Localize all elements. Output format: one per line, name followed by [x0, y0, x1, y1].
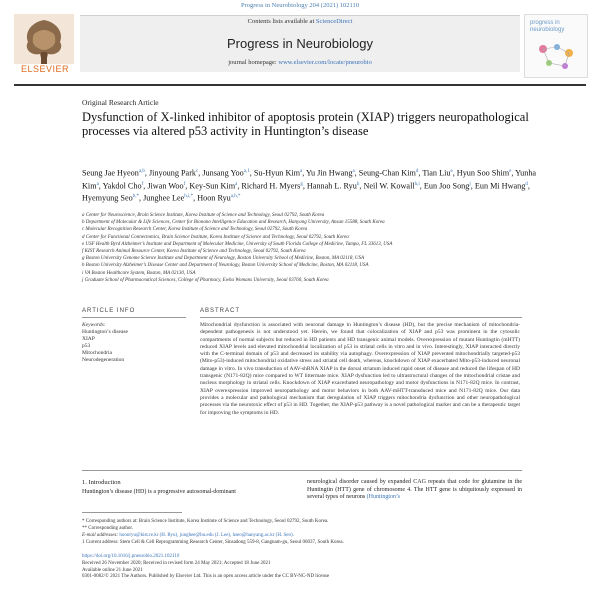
author-affiliation-marker[interactable]: d — [525, 181, 528, 187]
author-affiliation-marker[interactable]: f — [183, 181, 186, 187]
author-affiliation-marker[interactable]: d — [415, 169, 419, 174]
email-label: E-mail addresses: — [82, 533, 119, 538]
homepage-link[interactable]: www.elsevier.com/locate/pneurobio — [278, 59, 372, 66]
author-name: Neil W. Kowall — [363, 181, 415, 191]
email-links[interactable]: hoonryu@kist.re.kr (H. Ryu), junghee@bu.edu (J. Lee), hseo@hanyang.ac.kr (H. Seo). — [119, 533, 294, 538]
author-name: Tian Liu — [422, 168, 451, 178]
affiliation-list — [82, 212, 552, 284]
sciencedirect-link[interactable]: ScienceDirect — [315, 18, 353, 25]
author-name: Junsang Yoo — [202, 168, 244, 178]
author-affiliation-marker[interactable]: a — [96, 181, 99, 187]
publication-info — [82, 554, 522, 581]
journal-reference[interactable]: Progress in Neurobiology 204 (2021) 102110 — [240, 2, 359, 9]
contents-line — [80, 18, 520, 25]
author-name: Seung-Chan Kim — [358, 168, 416, 178]
keywords-label: Keywords: — [82, 322, 106, 328]
introduction-right-text: neurological disorder caused by expanded CAG repeats that code for glutamine in the Huntingtin (HTT) gene of chromosome 4. The HTT gene is ubiquitously expressed in several types of neurons — [307, 479, 522, 500]
author-name: Yu Jin Hwang — [306, 168, 353, 178]
introduction-left-column: Huntington’s disease (HD) is a progressive autosomal-dominant — [82, 489, 236, 495]
author-name: Junghee Lee — [143, 194, 185, 204]
introduction-right-column — [307, 479, 522, 502]
cover-title: progress in neurobiology — [530, 20, 565, 33]
abstract-rule — [200, 317, 522, 318]
introduction-heading: 1. Introduction — [82, 479, 121, 486]
author-name: Key-Sun Kim — [189, 181, 236, 191]
keyword-list — [82, 329, 128, 364]
footnote-current-address: 1 Current address: Stem Cell & Cell Reprogramming Research Center, Sinsadong 559-8, Gangnam-gu, Seoul 06037, South Korea. — [82, 540, 344, 545]
author-affiliation-marker[interactable]: g — [300, 181, 303, 187]
article-type: Original Research Article — [82, 98, 159, 107]
affiliation-item: a Center for Neuroscience, Brain Science Institute, Korea Institute of Science and Technology, Seoul 02792, South Korea — [82, 213, 325, 218]
license-line: 0301-0082/© 2021 The Authors. Published by Elsevier Ltd. This is an open access article under the CC BY-NC-ND license — [82, 574, 330, 580]
author-list: Seung Jae Hyeon$^{a,b}$, Jinyoung Park$^c$, Junsang Yoo$^{a,1}$, Su-Hyun Kim$^a$, Yu Jin Hwang$^a$, Seung-Chan Kim$^d$, Tian Liu$^e$, Hyun Soo Shim$^e$, Yunha Kim$^a$, Yakdol Cho$^f$, Jiwan Woo$^f$, Key-Sun Kim$^a$, Richard H. Myers$^g$, Hannah L. Ryu$^h$, Neil W. Kowall$^{h,i}$, Eun Joo Song$^j$, Eun Mi Hwang$^d$, Hyemyung Seo$^{b,*}$, Junghee Lee$^{h,i,*}$, Hoon Ryu$^{a,h,*}$ — [82, 168, 537, 204]
article-info-rule — [82, 317, 186, 318]
affiliation-item: h Boston University Alzheimer’s Disease Center and Department of Neurology, Boston University School of Medicine, Boston, MA 02118, USA — [82, 263, 369, 269]
available-online: Available online 21 June 2021 — [82, 567, 143, 573]
elsevier-wordmark: ELSEVIER — [20, 64, 70, 74]
author-name: Seung Jae Hyeon — [82, 168, 139, 178]
author-name: Hoon Ryu — [197, 194, 231, 204]
author-name: Yakdol Cho — [102, 181, 142, 191]
affiliation-item: d Center for Functional Connectomics, Brain Science Institute, Korea Institute of Science and Technology, Seoul 02792, South Korea — [82, 234, 349, 240]
journal-masthead — [80, 15, 520, 72]
footnote-corresponding-1: * Corresponding authors at: Brain Science Institute, Korea Institute of Science and Technology, Seoul 02792, South Korea. — [82, 519, 329, 524]
citation-link[interactable]: (Huntington’s — [366, 494, 400, 500]
author-affiliation-marker[interactable]: b,* — [132, 194, 139, 200]
abstract-bottom-rule — [82, 470, 522, 471]
abstract-heading: ABSTRACT — [200, 308, 241, 314]
article-title: Dysfunction of X-linked inhibitor of apoptosis protein (XIAP) triggers neuropathological processes via altered p53 activity in Huntington’s disease — [82, 110, 529, 138]
author-name: Hyemyung Seo — [82, 194, 133, 204]
author-affiliation-marker[interactable]: a — [352, 169, 355, 174]
keyword-item: Neurodegeneration — [82, 357, 125, 363]
author-affiliation-marker[interactable]: f — [141, 181, 144, 187]
author-name: Su-Hyun Kim — [253, 168, 300, 178]
author-affiliation-marker[interactable]: a — [235, 181, 238, 187]
affiliation-item: g Boston University Genome Science Institute and Department of Neurology, Boston University School of Medicine, Boston, MA 02118, USA — [82, 256, 365, 262]
abstract-text: Mitochondrial dysfunction is associated with neuronal damage in Huntington’s disease (HD), but the precise mechanism of mitochondria-dependent pathogenesis is not understood yet. Herein, we found that colocalization of XIAP and p53 was prominent in the cytosolic compartments of normal subjects but reduced in HD patients and HD transgenic animal models. Overexpression of mutant Huntingtin (mHTT) reduced XIAP levels and elevated mitochondrial localization of p53 in striatal cells in vitro and in vivo. Interestingly, XIAP interacted directly with the C-terminal domain of p53 and decreased its stability via autophagy. Overexpression of XIAP prevented mitochondrially targeted-p53 (Mito-p53)-induced mitochondrial oxidative stress and striatal cell death, whereas, knockdown of XIAP exacerbated Mito-p53-induced neuronal damage in vitro. In vivo transduction of AAV-shRNA XIAP in the dorsal striatum induced rapid onset of disease and reduced the lifespan of HD transgenic (N171-82Q) mice compared to WT littermate mice. XIAP dysfunction led to ultrastructural changes of the mitochondrial cristae and nucleus morphology in striatal cells. Knockdown of XIAP exacerbated neuropathology and motor dysfunctions in N171-82Q mice. In contrast, XIAP overexpression improved neuropathology and motor behaviors in both AAV-mHTT-transduced mice and N171-82Q mice. Our data provides a molecular and pathological mechanism that deregulation of XIAP triggers mitochondria dysfunction and other neuropathological processes via the neurotoxic effect of p53 in HD. Together, the XIAP-p53 pathway is a novel pathological marker and can be a therapeutic target for improving the symptoms in HD. — [200, 322, 520, 416]
keyword-item: Huntington’s disease — [82, 329, 128, 335]
homepage-line — [80, 59, 520, 66]
author-name: Richard H. Myers — [241, 181, 301, 191]
footnotes — [82, 518, 522, 546]
author-affiliation-marker[interactable]: h,i,* — [184, 194, 194, 200]
author-name: Hyun Soo Shim — [456, 168, 510, 178]
contents-prefix: Contents lists available at — [247, 18, 315, 25]
received-dates: Received 26 November 2020; Received in revised form 24 May 2021; Accepted 18 June 2021 — [82, 560, 271, 566]
affiliation-item: e USF Health Byrd Alzheimer’s Institute and Department of Molecular Medicine, University of South Florida College of Medicine, Tampa, FL 33613, USA — [82, 241, 393, 247]
author-name: Eun Joo Song — [423, 181, 470, 191]
author-affiliation-marker[interactable]: a,h,* — [230, 194, 241, 200]
affiliation-item: b Department of Molecular & Life Sciences, Center for Bionano Intelligence Education and Research, Hanyang University, Ansan 15588, South Korea — [82, 220, 385, 226]
cover-graphic-icon — [533, 39, 579, 73]
author-name: Jinyoung Park — [148, 168, 197, 178]
author-name: Yunha Kim — [82, 168, 537, 191]
affiliation-item: j Graduate School of Pharmaceutical Sciences, College of Pharmacy, Ewha Womans University, Seoul 03760, South Korea — [82, 277, 329, 283]
author-affiliation-marker[interactable]: c — [196, 169, 199, 174]
author-name: Jiwan Woo — [147, 181, 184, 191]
footnote-corresponding-2: ** Corresponding author. — [82, 526, 133, 531]
affiliation-item: c Molecular Recognition Research Center, Korea Institute of Science and Technology, Seoul 02792, South Korea — [82, 227, 308, 233]
author-affiliation-marker[interactable]: j — [469, 181, 471, 187]
author-name: Eun Mi Hwang — [474, 181, 526, 191]
author-name: Hannah L. Ryu — [306, 181, 357, 191]
author-affiliation-marker[interactable]: h,i — [414, 181, 420, 187]
footnote-emails — [82, 532, 522, 539]
keyword-item: Mitochondria — [82, 350, 112, 356]
author-affiliation-marker[interactable]: e — [450, 169, 453, 174]
footnote-rule — [82, 512, 182, 513]
journal-cover-thumbnail — [524, 14, 588, 78]
article-info-heading: ARTICLE INFO — [82, 308, 136, 314]
homepage-prefix: journal homepage: — [228, 59, 277, 66]
doi-link[interactable]: https://doi.org/10.1016/j.pneurobio.2021.102110 — [82, 554, 180, 559]
author-affiliation-marker[interactable]: e — [509, 169, 512, 174]
author-affiliation-marker[interactable]: a,b — [138, 169, 145, 174]
keyword-item: XIAP — [82, 336, 95, 342]
header-rule — [14, 84, 586, 86]
keyword-item: p53 — [82, 343, 91, 349]
affiliation-item: f KIST Research Animal Resource Center, Korea Institute of Science and Technology, Seoul 02792, South Korea — [82, 249, 306, 255]
author-affiliation-marker[interactable]: a,1 — [243, 169, 250, 174]
author-affiliation-marker[interactable]: h — [356, 181, 360, 187]
author-affiliation-marker[interactable]: a — [300, 169, 303, 174]
affiliation-item: i VA Boston Healthcare System, Boston, MA 02130, USA — [82, 270, 196, 276]
journal-title: Progress in Neurobiology — [227, 36, 373, 51]
